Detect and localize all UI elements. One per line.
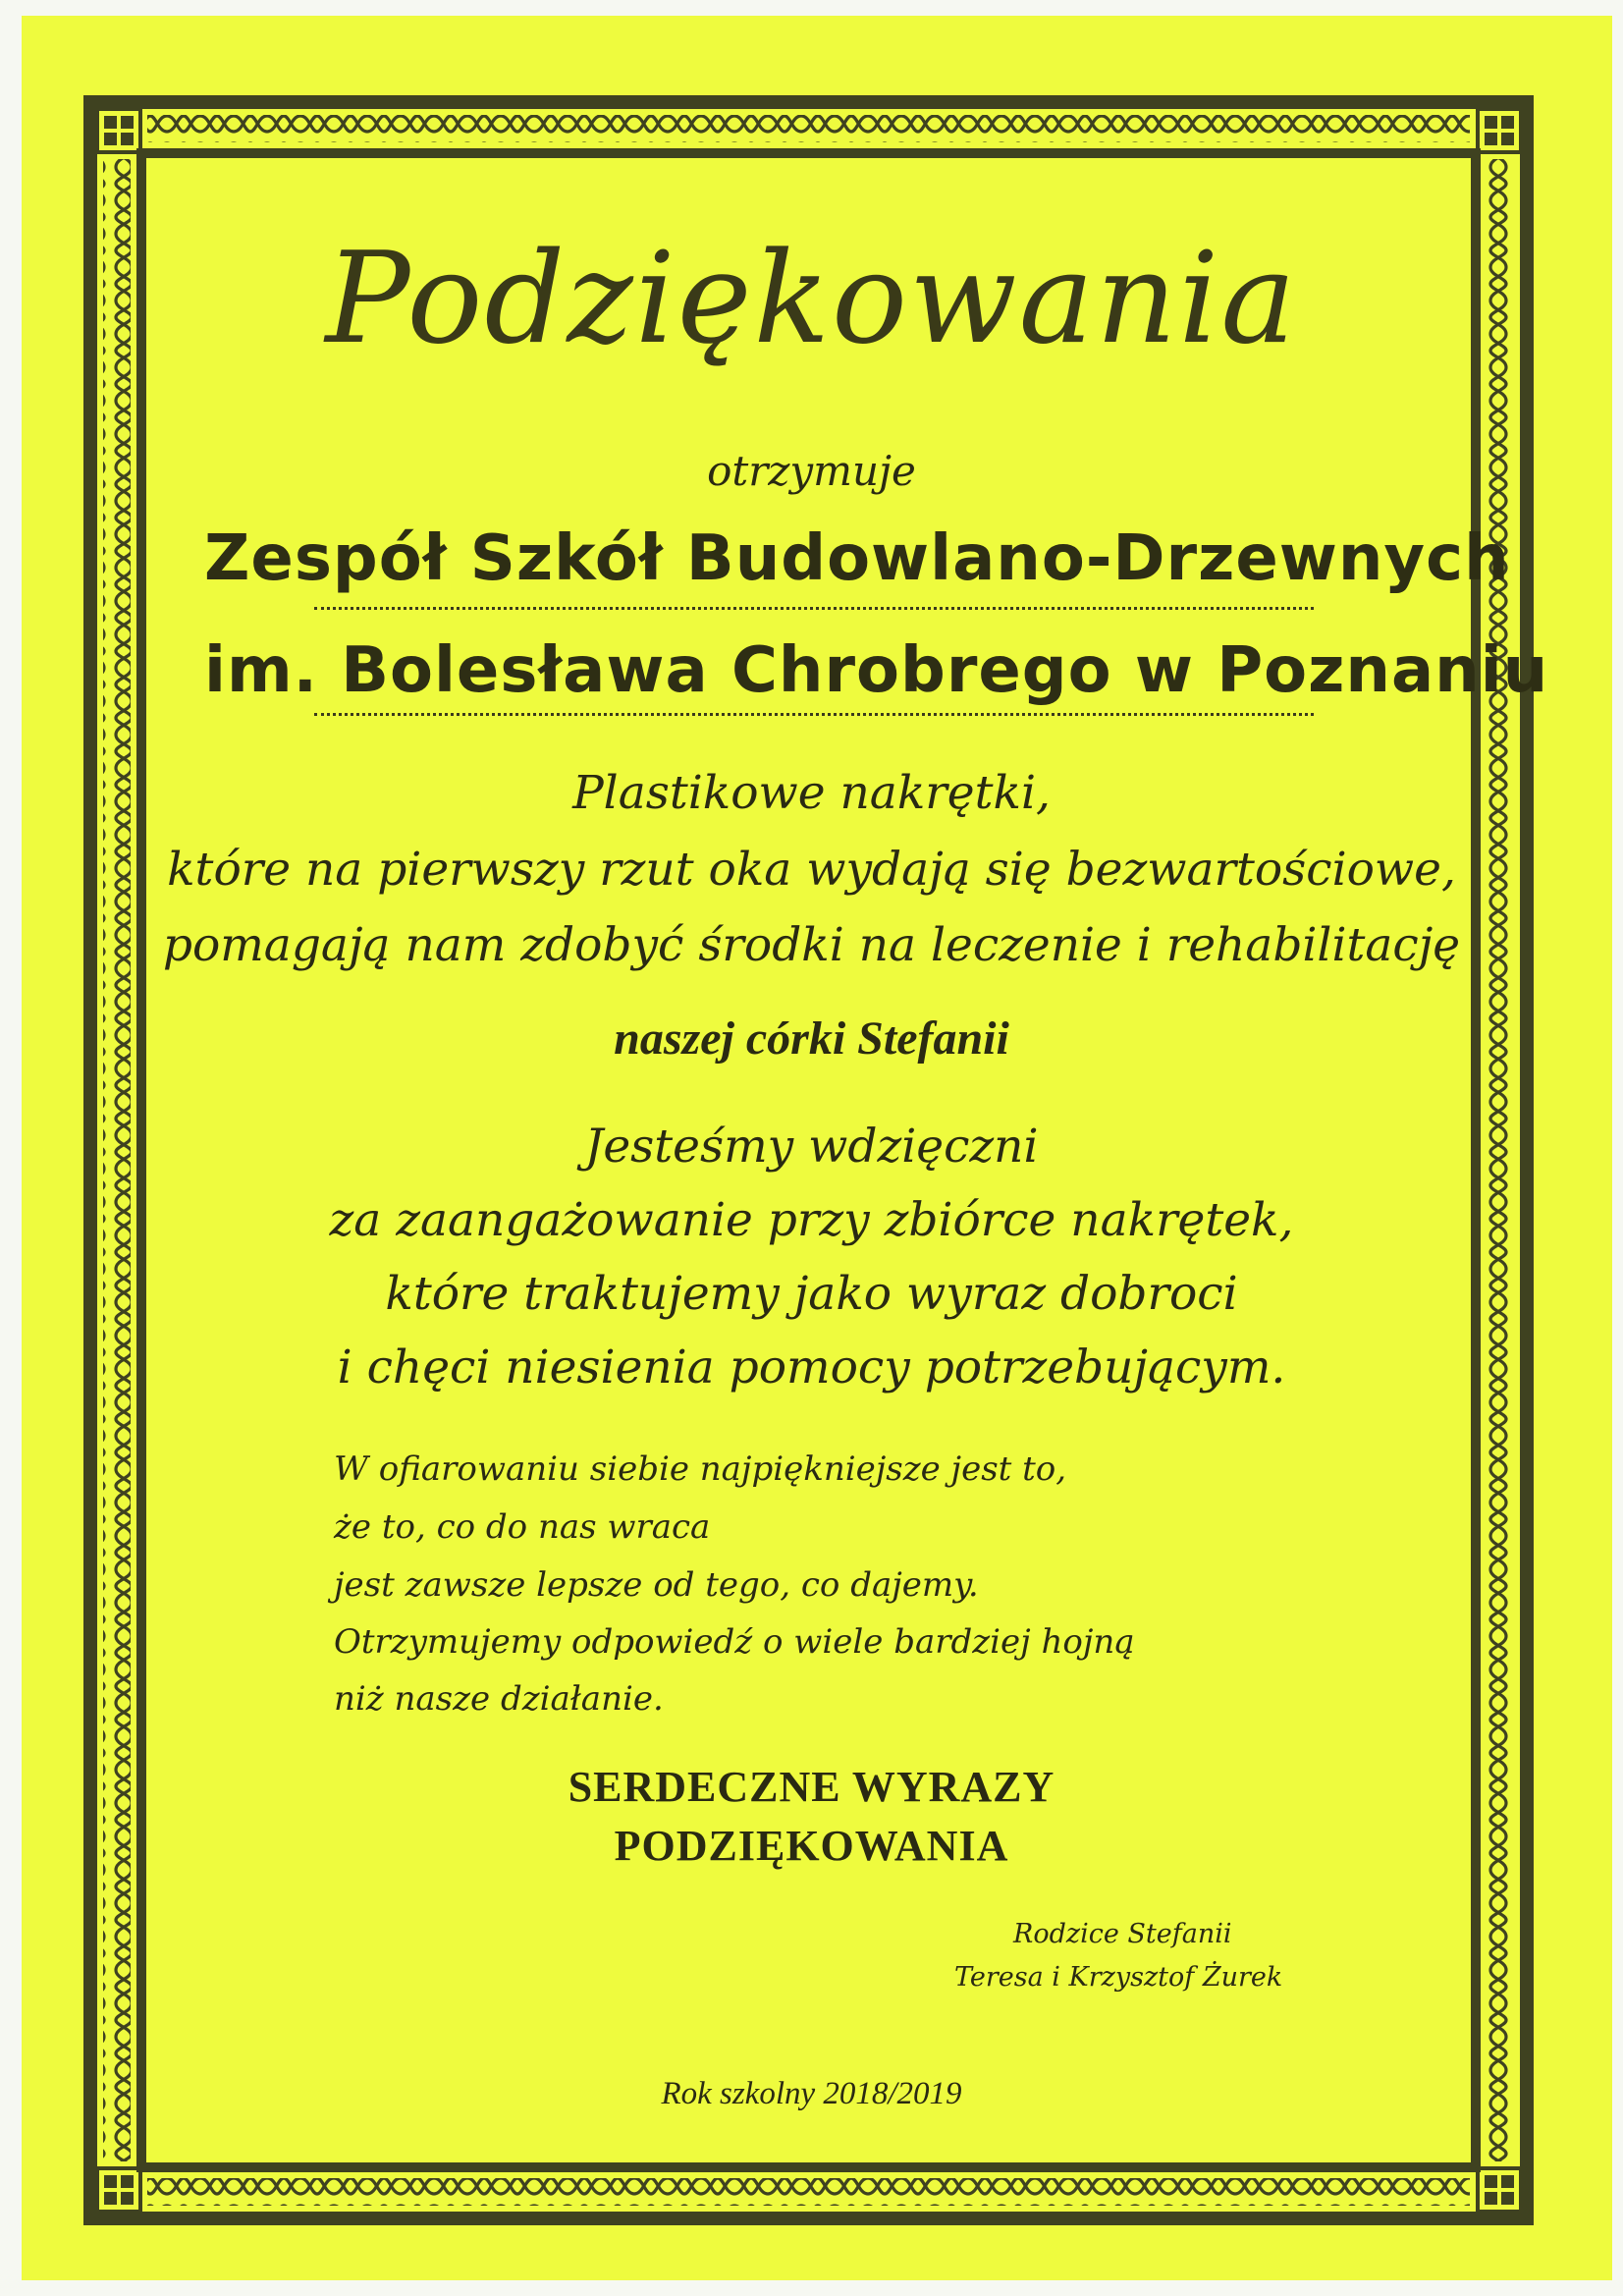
recipient-line-2: im. Bolesława Chrobrego w Poznaniu bbox=[204, 634, 1549, 707]
paragraph2-line-2: za zaangażowanie przy zbiórce nakrętek, bbox=[329, 1193, 1294, 1247]
quote-line-1: W ofiarowaniu siebie najpiękniejsze jest to, bbox=[334, 1449, 1067, 1489]
closing-line-1: SERDECZNE WYRAZY bbox=[568, 1763, 1055, 1811]
recipient-line-1: Zespół Szkół Budowlano-Drzewnych bbox=[204, 522, 1510, 595]
quote-line-2: że to, co do nas wraca bbox=[334, 1507, 711, 1547]
paragraph2-line-1: Jesteśmy wdzięczni bbox=[584, 1120, 1039, 1174]
quote-line-3: jest zawsze lepsze od tego, co dajemy. bbox=[334, 1565, 979, 1605]
closing-line-2: PODZIĘKOWANIA bbox=[614, 1822, 1009, 1870]
paragraph1-line-2: które na pierwszy rzut oka wydają się bezwartościowe, bbox=[167, 843, 1456, 897]
paragraph1-line-3: pomagają nam zdobyć środki na leczenie i rehabilitację bbox=[162, 918, 1461, 972]
quote-line-4: Otrzymujemy odpowiedź o wiele bardziej hojną bbox=[334, 1622, 1135, 1662]
daughter-line: naszej córki Stefanii bbox=[614, 1012, 1009, 1065]
paragraph1-line-1: Plastikowe nakrętki, bbox=[572, 766, 1051, 820]
signature-line-1: Rodzice Stefanii bbox=[1013, 1919, 1232, 1949]
paragraph2-line-3: które traktujemy jako wyraz dobroci bbox=[385, 1267, 1238, 1321]
certificate-title: Podziękowania bbox=[325, 226, 1298, 372]
dotted-underline-1 bbox=[314, 607, 1314, 610]
receives-label: otrzymuje bbox=[707, 447, 916, 495]
dotted-underline-2 bbox=[314, 713, 1314, 716]
quote-line-5: niż nasze działanie. bbox=[334, 1679, 664, 1719]
signature-line-2: Teresa i Krzysztof Żurek bbox=[954, 1962, 1283, 1993]
paragraph2-line-4: i chęci niesienia pomocy potrzebującym. bbox=[337, 1340, 1286, 1394]
school-year: Rok szkolny 2018/2019 bbox=[661, 2076, 962, 2111]
